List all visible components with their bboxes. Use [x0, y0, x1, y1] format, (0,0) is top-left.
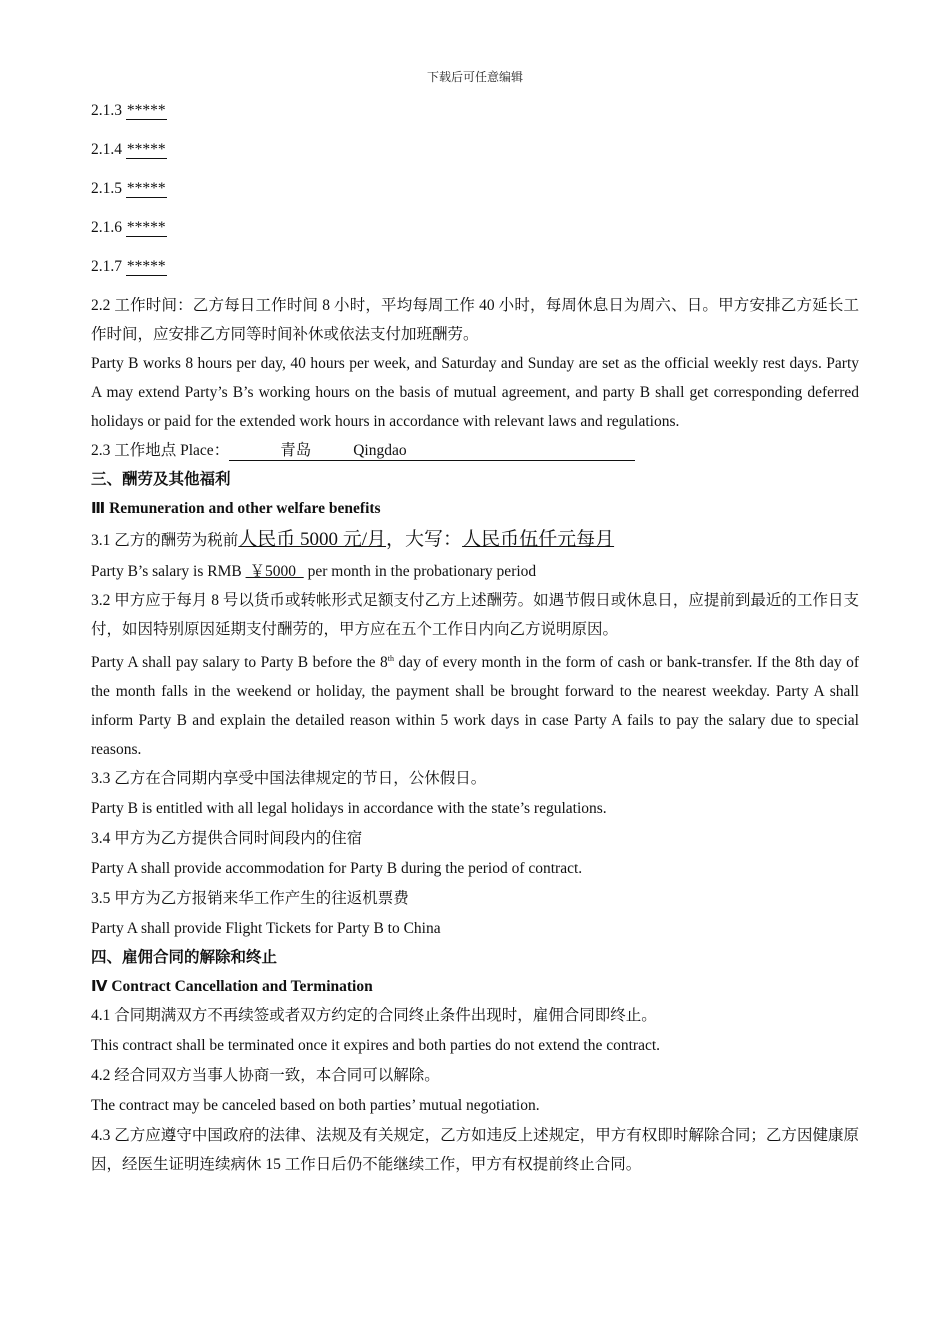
clause-number: 2.1.5	[91, 180, 122, 197]
document-body	[91, 96, 859, 1179]
clause-3-2-en	[91, 644, 859, 764]
clause-2-2-en: Party B works 8 hours per day, 40 hours per week, and Saturday and Sunday are set as the official weekly rest days. Party A may extend Party’s B’s working hours on the basis of mutual agreement, and party B shall get corresponding deferred holidays or paid for the extended work hours in accordance with relevant laws and regulations.	[91, 355, 859, 430]
place-field	[229, 442, 635, 461]
salary-prefix: 3.1 乙方的酬劳为税前	[91, 532, 239, 549]
section-4-title-en	[91, 972, 859, 1001]
clause-3-5-en: Party A shall provide Flight Tickets for Party B to China	[91, 920, 441, 938]
clause-number: 2.1.7	[91, 258, 122, 275]
clause-2-1-7	[91, 252, 859, 281]
salary-en-prefix: Party B’s salary is RMB	[91, 563, 246, 580]
redacted-value: *****	[126, 141, 166, 158]
clause-2-1-4	[91, 135, 859, 164]
redacted-value: *****	[126, 258, 166, 275]
clause-number: 2.1.4	[91, 141, 122, 158]
place-zh: 青岛	[280, 442, 312, 459]
section-3-title-zh: 三、酬劳及其他福利	[91, 471, 231, 488]
page-header-note: 下载后可任意编辑	[426, 70, 523, 84]
clause-2-1-6	[91, 213, 859, 242]
place-en: Qingdao	[353, 442, 407, 459]
clause-3-1-en	[91, 557, 859, 586]
section-3-title-en-text: Remuneration and other welfare benefits	[109, 500, 381, 517]
clause-3-4-en: Party A shall provide accommodation for Party B during the period of contract.	[91, 860, 583, 878]
place-label: 2.3 工作地点 Place：	[91, 442, 230, 459]
redacted-value: *****	[126, 102, 166, 119]
salary-amount-en: ￥5000	[245, 563, 304, 580]
section-3-title-en	[91, 494, 859, 523]
clause-number: 2.1.6	[91, 219, 122, 236]
clause-4-1-en: This contract shall be terminated once it expires and both parties do not extend the contract.	[91, 1037, 661, 1055]
ordinal-suffix: th	[387, 654, 394, 663]
clause-4-2-en: The contract may be canceled based on both parties’ mutual negotiation.	[91, 1097, 540, 1115]
section-4-title-en-text: Contract Cancellation and Termination	[111, 978, 373, 996]
clause-3-3-zh: 3.3 乙方在合同期内享受中国法律规定的节日，公休假日。	[91, 770, 487, 788]
clause-3-1-zh	[91, 523, 859, 557]
clause-2-3-place	[91, 436, 859, 465]
salary-en-suffix: per month in the probationary period	[303, 563, 537, 580]
clause-2-2-zh: 2.2 工作时间：乙方每日工作时间 8 小时，平均每周工作 40 小时，每周休息日为周六、日。甲方安排乙方延长工作时间，应安排乙方同等时间补休或依法支付加班酬劳。	[91, 297, 859, 343]
clause-number: 2.1.3	[91, 102, 122, 119]
section-3-roman: Ⅲ	[91, 500, 106, 517]
clause-4-2-zh: 4.2 经合同双方当事人协商一致，本合同可以解除。	[91, 1067, 440, 1085]
redacted-value: *****	[126, 219, 166, 236]
salary-words-label: ，大写：	[386, 529, 463, 550]
section-4-roman: Ⅳ	[91, 978, 108, 996]
redacted-value: *****	[126, 180, 166, 197]
clause-3-4-zh: 3.4 甲方为乙方提供合同时间段内的住宿	[91, 830, 363, 848]
clause-3-2-zh: 3.2 甲方应于每月 8 号以货币或转帐形式足额支付乙方上述酬劳。如遇节假日或休息日，应提前到最近的工作日支付，如因特别原因延期支付酬劳的，甲方应在五个工作日内向乙方说明原因。	[91, 592, 859, 638]
clause-3-2-en-b: day of every month in the form of cash or bank-transfer. If the 8th day of the month falls in the weekend or holiday, the payment shall be brought forward to the nearest weekday. Party A shall inform Party B and explain the detailed reason within 5 work days in case Party A fails to pay the salary due to special reasons.	[91, 654, 859, 759]
salary-amount-zh: 人民币 5000 元/月	[238, 529, 387, 550]
section-4-title-zh: 四、雇佣合同的解除和终止	[91, 949, 278, 967]
clause-4-1-zh: 4.1 合同期满双方不再续签或者双方约定的合同终止条件出现时，雇佣合同即终止。	[91, 1007, 657, 1025]
clause-3-5-zh: 3.5 甲方为乙方报销来华工作产生的往返机票费	[91, 890, 409, 908]
clause-2-1-3	[91, 96, 859, 125]
clause-3-3-en: Party B is entitled with all legal holidays in accordance with the state’s regulations.	[91, 800, 607, 818]
salary-amount-words: 人民币伍仟元每月	[462, 529, 615, 550]
clause-4-3-zh: 4.3 乙方应遵守中国政府的法律、法规及有关规定，乙方如违反上述规定，甲方有权即时解除合同；乙方因健康原因，经医生证明连续病休 15 工作日后仍不能继续工作，甲方有权提前终止合同。	[91, 1127, 859, 1174]
clause-3-2-en-a: Party A shall pay salary to Party B before the 8	[91, 654, 388, 672]
clause-2-1-5	[91, 174, 859, 203]
